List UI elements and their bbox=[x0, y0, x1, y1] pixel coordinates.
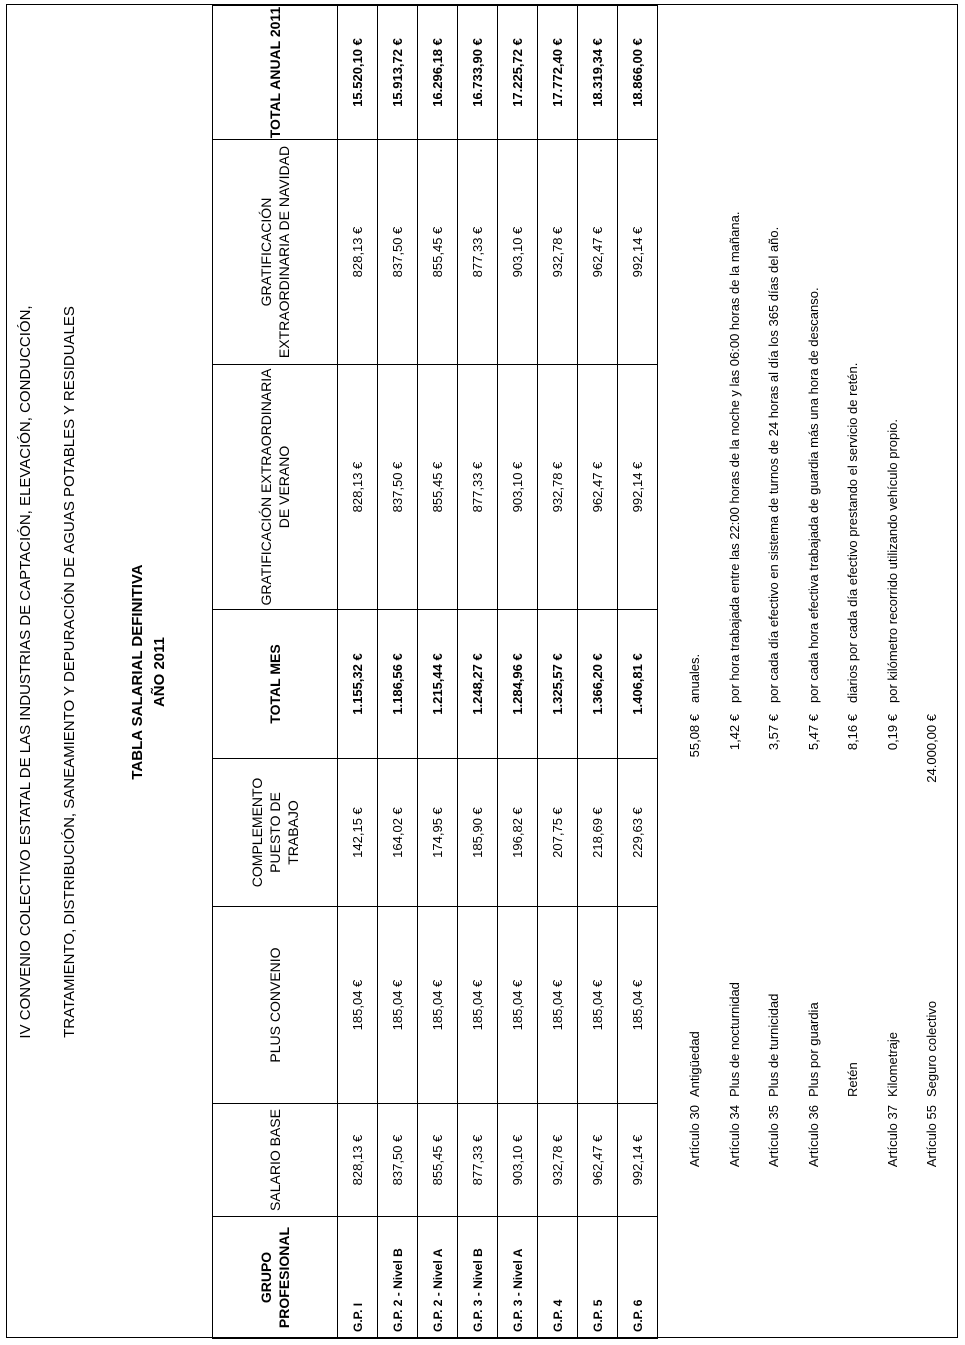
cell-complemento: 229,63 € bbox=[618, 759, 658, 907]
note-item bbox=[885, 5, 905, 1339]
cell-salario-base: 992,14 € bbox=[618, 1104, 658, 1217]
cell-grat-navidad: 962,47 € bbox=[578, 140, 618, 365]
cell-plus-convenio: 185,04 € bbox=[378, 907, 418, 1104]
note-item bbox=[845, 5, 865, 1339]
rotated-page-content bbox=[7, 5, 959, 1339]
header-total-anual: TOTAL ANUAL 2011 bbox=[213, 6, 338, 140]
note-article: Artículo 35 bbox=[766, 1105, 781, 1168]
note-description: por cada día efectivo en sistema de turnos de 24 horas al día los 365 días del año. bbox=[766, 226, 781, 703]
cell-total-anual: 15.913,72 € bbox=[378, 6, 418, 140]
cell-grupo: G.P. 3 - Nivel B bbox=[458, 1217, 498, 1339]
table-header-row bbox=[213, 6, 338, 1339]
note-description: anuales. bbox=[687, 653, 702, 703]
cell-grupo: G.P. 6 bbox=[618, 1217, 658, 1339]
table-row bbox=[578, 6, 618, 1339]
note-amount: 5,47 € bbox=[805, 714, 821, 751]
table-row bbox=[618, 6, 658, 1339]
header-plus-convenio: PLUS CONVENIO bbox=[213, 907, 338, 1104]
cell-total-anual: 16.296,18 € bbox=[418, 6, 458, 140]
page-frame bbox=[6, 4, 958, 1338]
cell-plus-convenio: 185,04 € bbox=[338, 907, 378, 1104]
cell-grupo: G.P. 5 bbox=[578, 1217, 618, 1339]
cell-total-anual: 18.319,34 € bbox=[578, 6, 618, 140]
cell-total-mes: 1.186,56 € bbox=[378, 610, 418, 759]
cell-salario-base: 877,33 € bbox=[458, 1104, 498, 1217]
note-description: por kilómetro recorrido utilizando vehículo propio. bbox=[884, 419, 900, 703]
cell-plus-convenio: 185,04 € bbox=[498, 907, 538, 1104]
cell-grupo: G.P. 4 bbox=[538, 1217, 578, 1339]
note-article: Artículo 34 bbox=[726, 1105, 742, 1168]
table-row bbox=[538, 6, 578, 1339]
note-item bbox=[766, 5, 786, 1339]
cell-total-anual: 15.520,10 € bbox=[338, 6, 378, 140]
cell-total-anual: 17.772,40 € bbox=[538, 6, 578, 140]
cell-grupo: G.P. I bbox=[338, 1217, 378, 1339]
cell-complemento: 207,75 € bbox=[538, 759, 578, 907]
note-article: Artículo 55 bbox=[924, 1105, 939, 1168]
cell-plus-convenio: 185,04 € bbox=[418, 907, 458, 1104]
table-title: TABLA SALARIAL DEFINITIVA bbox=[129, 564, 146, 780]
cell-complemento: 218,69 € bbox=[578, 759, 618, 907]
cell-salario-base: 837,50 € bbox=[378, 1104, 418, 1217]
note-name: Seguro colectivo bbox=[924, 1000, 939, 1097]
header-gratificacion-verano: GRATIFICACIÓN EXTRAORDINARIA DE VERANO bbox=[213, 365, 338, 610]
cell-grat-navidad: 877,33 € bbox=[458, 140, 498, 365]
note-item bbox=[806, 5, 826, 1339]
cell-grat-verano: 903,10 € bbox=[498, 365, 538, 610]
note-item bbox=[924, 5, 944, 1339]
cell-salario-base: 932,78 € bbox=[538, 1104, 578, 1217]
cell-grat-verano: 877,33 € bbox=[458, 365, 498, 610]
note-description: por cada hora efectiva trabajada de guardia más una hora de descanso. bbox=[805, 287, 821, 703]
cell-salario-base: 828,13 € bbox=[338, 1104, 378, 1217]
note-description: diarios por cada día efectivo prestando el servicio de retén. bbox=[845, 362, 860, 703]
cell-plus-convenio: 185,04 € bbox=[538, 907, 578, 1104]
note-amount: 55,08 € bbox=[687, 714, 702, 758]
cell-grat-navidad: 837,50 € bbox=[378, 140, 418, 365]
header-gratificacion-navidad: GRATIFICACIÓN EXTRAORDINARIA DE NAVIDAD bbox=[213, 140, 338, 365]
cell-grat-verano: 855,45 € bbox=[418, 365, 458, 610]
table-row bbox=[418, 6, 458, 1339]
note-amount: 0,19 € bbox=[884, 714, 900, 751]
cell-grat-verano: 962,47 € bbox=[578, 365, 618, 610]
cell-total-mes: 1.325,57 € bbox=[538, 610, 578, 759]
note-name: Antigüedad bbox=[687, 1031, 702, 1097]
cell-salario-base: 962,47 € bbox=[578, 1104, 618, 1217]
cell-grat-verano: 837,50 € bbox=[378, 365, 418, 610]
cell-total-mes: 1.215,44 € bbox=[418, 610, 458, 759]
note-amount: 3,57 € bbox=[766, 714, 781, 751]
note-amount: 24.000,00 € bbox=[924, 714, 939, 783]
note-description: por hora trabajada entre las 22:00 horas de la noche y las 06:00 horas de la mañana. bbox=[726, 211, 742, 703]
note-name: Plus de nocturnidad bbox=[726, 982, 742, 1097]
cell-plus-convenio: 185,04 € bbox=[578, 907, 618, 1104]
document-title-line-1: IV CONVENIO COLECTIVO ESTATAL DE LAS INDUSTRIAS DE CAPTACIÓN, ELEVACIÓN, CONDUCCIÓN, bbox=[17, 305, 34, 1039]
note-amount: 1,42 € bbox=[726, 714, 742, 751]
cell-grat-verano: 992,14 € bbox=[618, 365, 658, 610]
note-article: Artículo 36 bbox=[805, 1105, 821, 1168]
cell-complemento: 196,82 € bbox=[498, 759, 538, 907]
note-amount: 8,16 € bbox=[845, 714, 860, 751]
table-year: AÑO 2011 bbox=[151, 636, 168, 708]
table-row bbox=[338, 6, 378, 1339]
cell-grat-navidad: 828,13 € bbox=[338, 140, 378, 365]
table-row bbox=[458, 6, 498, 1339]
cell-grat-navidad: 903,10 € bbox=[498, 140, 538, 365]
table-row bbox=[378, 6, 418, 1339]
note-name: Plus por guardia bbox=[805, 1002, 821, 1097]
cell-total-mes: 1.284,96 € bbox=[498, 610, 538, 759]
note-item bbox=[687, 5, 707, 1339]
cell-grupo: G.P. 2 - Nivel B bbox=[378, 1217, 418, 1339]
header-salario-base: SALARIO BASE bbox=[213, 1104, 338, 1217]
header-total-mes: TOTAL MES bbox=[213, 610, 338, 759]
cell-total-mes: 1.155,32 € bbox=[338, 610, 378, 759]
note-name: Retén bbox=[845, 1062, 860, 1097]
note-article: Artículo 37 bbox=[884, 1105, 900, 1168]
cell-total-anual: 18.866,00 € bbox=[618, 6, 658, 140]
cell-grat-verano: 828,13 € bbox=[338, 365, 378, 610]
note-name: Kilometraje bbox=[884, 1031, 900, 1097]
table-row bbox=[498, 6, 538, 1339]
cell-plus-convenio: 185,04 € bbox=[458, 907, 498, 1104]
note-article: Artículo 30 bbox=[687, 1105, 702, 1168]
cell-grat-navidad: 992,14 € bbox=[618, 140, 658, 365]
cell-total-anual: 17.225,72 € bbox=[498, 6, 538, 140]
cell-grat-navidad: 855,45 € bbox=[418, 140, 458, 365]
cell-salario-base: 855,45 € bbox=[418, 1104, 458, 1217]
cell-complemento: 185,90 € bbox=[458, 759, 498, 907]
note-name: Plus de turnicidad bbox=[766, 993, 781, 1097]
header-grupo-profesional: GRUPO PROFESIONAL bbox=[213, 1217, 338, 1339]
cell-complemento: 174,95 € bbox=[418, 759, 458, 907]
header-complemento-puesto: COMPLEMENTO PUESTO DE TRABAJO bbox=[213, 759, 338, 907]
cell-total-anual: 16.733,90 € bbox=[458, 6, 498, 140]
cell-total-mes: 1.366,20 € bbox=[578, 610, 618, 759]
cell-grupo: G.P. 3 - Nivel A bbox=[498, 1217, 538, 1339]
cell-complemento: 164,02 € bbox=[378, 759, 418, 907]
cell-total-mes: 1.248,27 € bbox=[458, 610, 498, 759]
cell-plus-convenio: 185,04 € bbox=[618, 907, 658, 1104]
salary-table bbox=[212, 5, 658, 1339]
note-item bbox=[727, 5, 747, 1339]
cell-complemento: 142,15 € bbox=[338, 759, 378, 907]
cell-total-mes: 1.406,81 € bbox=[618, 610, 658, 759]
cell-grupo: G.P. 2 - Nivel A bbox=[418, 1217, 458, 1339]
cell-grat-verano: 932,78 € bbox=[538, 365, 578, 610]
document-title-line-2: TRATAMIENTO, DISTRIBUCIÓN, SANEAMIENTO Y DEPURACIÓN DE AGUAS POTABLES Y RESIDUALES bbox=[61, 306, 78, 1038]
cell-grat-navidad: 932,78 € bbox=[538, 140, 578, 365]
cell-salario-base: 903,10 € bbox=[498, 1104, 538, 1217]
